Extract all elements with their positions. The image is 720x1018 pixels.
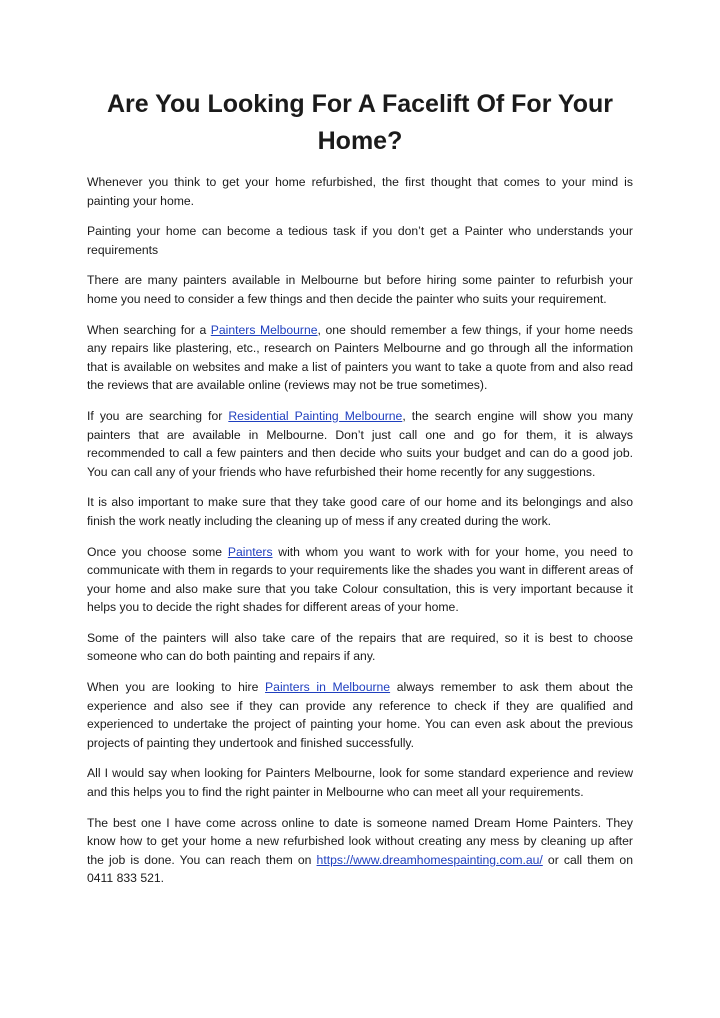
- paragraph-text: Once you choose some: [87, 544, 228, 559]
- body-paragraph: [87, 543, 633, 617]
- document-title: Are You Looking For A Facelift Of For Your Home?: [106, 90, 614, 155]
- paragraph-text: Whenever you think to get your home refurbished, the first thought that comes to your mind is painting your home.: [87, 175, 633, 208]
- inline-link[interactable]: Painters Melbourne: [210, 322, 318, 337]
- paragraph-text: with whom you want to work with for your home, you need to communicate with them in regards to your requirements like the shades you want in different areas of your home and also make sure that you take Colour consultation, this is very important because it helps you to decide the right shades for different areas of your home.: [87, 544, 633, 615]
- body-paragraph: [87, 764, 633, 801]
- paragraph-text: The best one I have come across online to date is someone named Dream Home Painters. They know how to get your home a new refurbished look without creating any mess by cleaning up after the job is done. You can reach them on: [87, 815, 633, 867]
- body-paragraph: [87, 493, 633, 530]
- paragraph-text: , the search engine will show you many painters that are available in Melbourne. Don’t just call one and go for them, it is always recommended to call a few painters and then decide who suits your budget and can do a good job. You can call any of your friends who have refurbished their home recently for any suggestions.: [87, 408, 633, 479]
- paragraph-text: or call them on 0411 833 521.: [87, 852, 633, 886]
- paragraph-text: , one should remember a few things, if your home needs any repairs like plastering, etc., research on Painters Melbourne and go through all the information that is available on websites and make a list of painters you want to take a quote from and also read the reviews that are available online (reviews may not be true sometimes).: [87, 322, 633, 393]
- paragraph-text: All I would say when looking for Painters Melbourne, look for some standard experience and review and this helps you to find the right painter in Melbourne who can meet all your requirements.: [87, 766, 633, 800]
- paragraph-text: Some of the painters will also take care of the repairs that are required, so it is best to choose someone who can do both painting and repairs if any.: [87, 630, 633, 664]
- inline-link[interactable]: Painters: [227, 544, 273, 559]
- paragraph-text: It is also important to make sure that they take good care of our home and its belongings and also finish the work neatly including the cleaning up of mess if any created during the work.: [87, 495, 633, 528]
- body-paragraph: [87, 814, 633, 888]
- inline-link[interactable]: https://www.dreamhomespainting.com.au/: [316, 852, 543, 867]
- paragraph-text: When searching for a: [87, 322, 211, 337]
- body-paragraph: [87, 321, 633, 395]
- body-paragraph: [87, 678, 633, 752]
- body-paragraph: [87, 271, 633, 308]
- document-page: [87, 86, 633, 900]
- paragraph-text: If you are searching for: [87, 408, 229, 423]
- paragraph-text: When you are looking to hire: [87, 680, 266, 695]
- body-paragraph: [87, 407, 633, 481]
- body-paragraph: [87, 222, 633, 259]
- paragraph-text: always remember to ask them about the experience and also see if they can provide any reference to check if they are qualified and experienced to undertake the project of painting your home. You can even ask about the previous projects of painting they undertook and finished successfully.: [87, 680, 633, 750]
- body-paragraph: [87, 173, 633, 210]
- inline-link[interactable]: Residential Painting Melbourne: [228, 408, 403, 423]
- inline-link[interactable]: Painters in Melbourne: [265, 680, 391, 695]
- paragraph-text: Painting your home can become a tedious task if you don’t get a Painter who understands your requirements: [87, 224, 633, 257]
- body-paragraph: [87, 629, 633, 666]
- paragraph-text: There are many painters available in Melbourne but before hiring some painter to refurbish your home you need to consider a few things and then decide the painter who suits your requirement.: [87, 273, 633, 306]
- document-body: [87, 173, 633, 888]
